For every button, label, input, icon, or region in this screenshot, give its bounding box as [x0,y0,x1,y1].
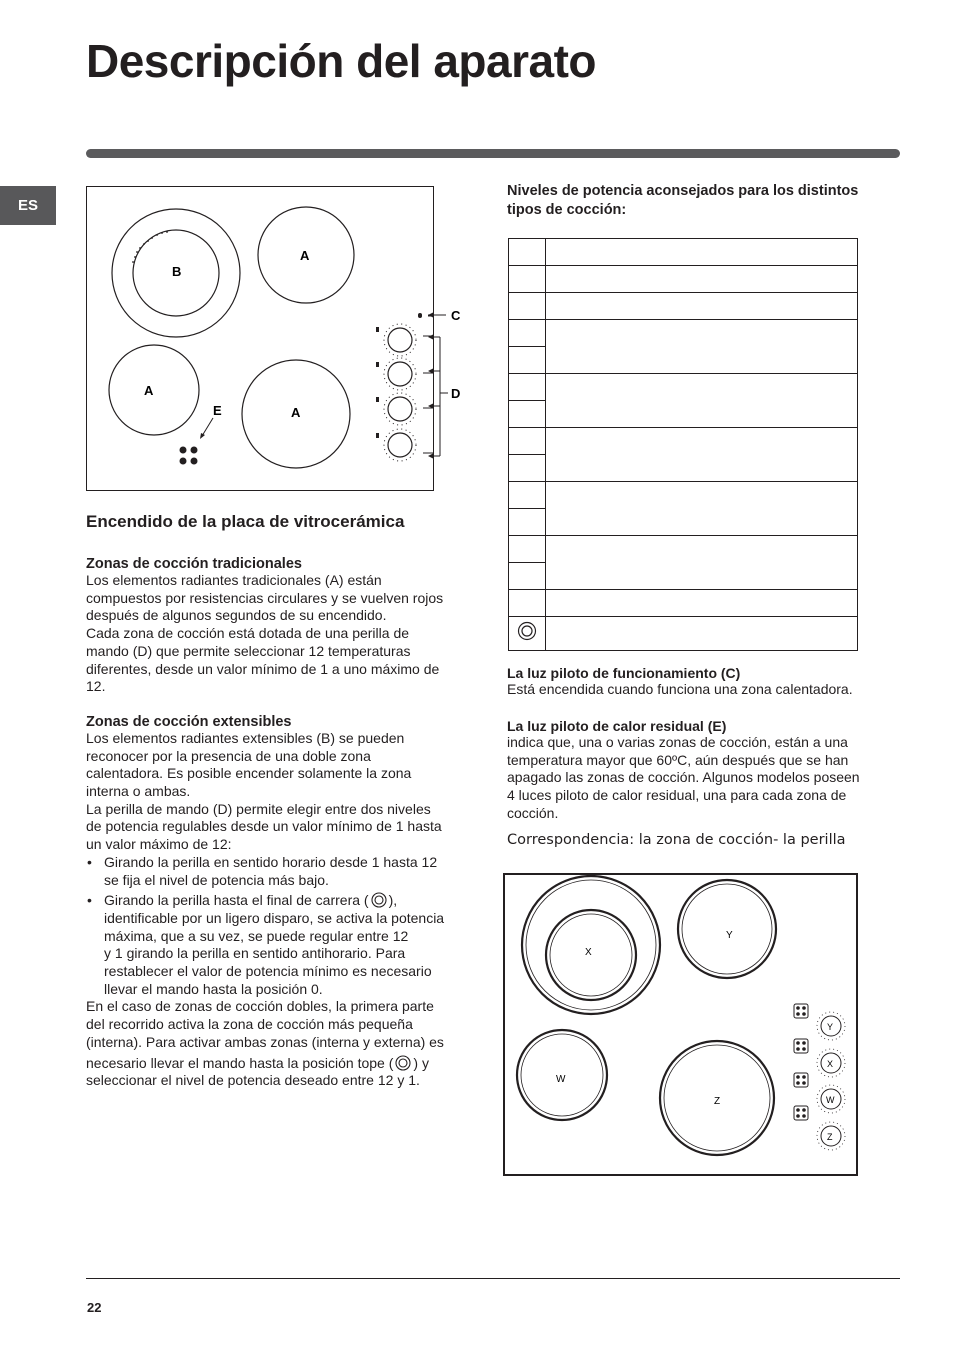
indicator-2 [794,1039,808,1053]
label-w: W [556,1074,566,1085]
label-b: B [172,264,182,279]
text-line: Niveles de potencia aconsejados para los distintos [507,183,859,199]
text-line: Girando la perilla en sentido horario desde 1 hasta 12 [104,853,438,870]
table-row [509,590,858,617]
pilot-c-title: La luz piloto de funcionamiento (C) [507,665,741,681]
text-line: de potencia regulables desde un valor mínimo de 1 hasta [86,818,442,835]
text-line: La perilla de mando (D) permite elegir entre dos niveles [86,800,431,817]
text-line: tipos de cocción: [507,201,627,218]
label-y: Y [726,930,733,941]
text-line: compuestos por resistencias circulares y se vuelven rojos [86,589,444,606]
text-line: apagado las zonas de cocción. Algunos modelos poseen [507,769,860,786]
label-z: Z [714,1096,721,1107]
text-line: Los elementos radiantes extensibles (B) se pueden [86,729,405,746]
knob-label: X [827,1059,834,1069]
label-x: X [585,947,592,958]
zone-a-left [109,345,199,435]
text-line: y 1 girando la perilla en sentido antihorario. Para [104,945,406,962]
bullet-item [86,854,466,889]
double-ring-icon [393,1055,413,1071]
label-a-right: A [291,405,301,420]
page-number: 22 [87,1300,102,1315]
text-line: temperatura mayor que 60ºC, aún después que se han [507,751,849,768]
double-ring-icon [516,620,538,642]
knob-3 [388,397,412,421]
label-d: D [451,386,461,401]
text-line: después de algunos segundos de su encendido. [86,607,387,624]
text-line: Cada zona de cocción está dotada de una perilla de [86,625,410,642]
text-line: Girando la perilla hasta el final de carrera ( ), [104,892,398,909]
zone-knob-svg [505,875,856,1174]
left-column [86,512,466,1090]
table-row [509,374,858,401]
table-row [509,536,858,563]
text-line: necesario llevar el mando hasta la posición tope ( ) y [86,1054,429,1071]
page-title: Descripción del aparato [86,35,596,87]
text-line: 12. [86,678,106,695]
knobs [817,1012,845,1150]
table-row [509,428,858,455]
table-row [509,266,858,293]
text-line: calentadora. Es posible encender solamente la zona [86,765,412,782]
knob-label: W [826,1095,835,1105]
label-c-wrap [416,308,466,327]
bullet-item [86,892,466,998]
hob-diagram-svg [87,187,433,490]
section-heading: Encendido de la placa de vitrocerámica [86,512,405,531]
text-line: mando (D) que permite seleccionar 12 temperaturas [86,642,411,659]
text-line: (interna). Para activar ambas zonas (interna y externa) es [86,1033,444,1050]
double-ring-icon [369,892,389,908]
text-line: un valor máximo de 12: [86,836,232,853]
text-line: cocción. [507,804,559,821]
bullet-symbol: • [87,892,92,909]
label-e: E [213,403,222,418]
zone-knob-diagram [503,873,858,1176]
text-line: restablecer el valor de potencia mínimo es necesario [104,963,432,980]
text-line: interna o ambas. [86,783,191,800]
bullet-symbol: • [87,853,92,870]
indicator-1 [794,1004,808,1018]
indicator-3 [794,1073,808,1087]
text-line: llevar el mando hasta la posición 0. [104,980,323,997]
residual-heat-indicators [794,1004,808,1120]
text-line: seleccionar el nivel de potencia deseado entre 12 y 1. [86,1072,420,1089]
footer-divider [86,1278,900,1279]
indicator-4 [794,1106,808,1120]
pilot-e-section [507,718,887,823]
label-a-left: A [144,383,154,398]
text-line: reconocer por la presencia de una doble zona [86,747,371,764]
text-line: Los elementos radiantes tradicionales (A) están [86,572,382,588]
extensible-zones-text [86,730,466,1090]
text-line: 4 luces piloto de calor residual, una para cada zona de [507,787,847,804]
power-level-table [508,238,858,651]
hob-diagram [86,186,434,491]
title-divider [86,149,900,158]
table-heading [507,182,887,219]
knob-1 [388,328,412,352]
knob-label: Y [827,1022,834,1032]
knob-2 [388,362,412,386]
table-row [509,239,858,266]
label-a-top: A [300,248,310,263]
text-line: identificable por un ligero disparo, se activa la potencia [104,909,445,926]
knob-label: Z [827,1132,833,1142]
pilot-c-text: Está encendida cuando funciona una zona calentadora. [507,681,853,697]
correspondence-title: Correspondencia: la zona de cocción- la perilla [507,832,846,848]
control-knobs [384,324,416,461]
table-row [509,482,858,509]
text-line: se fija el nivel de potencia más bajo. [104,871,329,888]
label-d-wrap [426,333,466,468]
text-line: En el caso de zonas de cocción dobles, la primera parte [86,998,434,1015]
language-tab: ES [0,186,56,225]
traditional-zones-text [86,572,466,696]
label-c: C [451,308,461,323]
text-line: máxima, que a su vez, se puede regular entre 12 [104,927,409,944]
residual-heat-icon [180,447,198,465]
table-row [509,617,858,651]
text-line: del recorrido activa la zona de cocción más pequeña [86,1016,413,1033]
text-line: diferentes, desde un valor mínimo de 1 a uno máximo de [86,660,440,677]
zone-y [678,880,776,978]
traditional-zones-title: Zonas de cocción tradicionales [86,556,302,572]
zone-x-outer [522,876,660,1014]
pilot-e-title: La luz piloto de calor residual (E) [507,718,727,734]
extensible-zones-title: Zonas de cocción extensibles [86,713,292,730]
arrow-e [202,418,213,436]
text-line: indica que, una o varias zonas de cocción, están a una [507,734,848,750]
zone-b-ticks [132,231,168,263]
knob-4 [388,433,412,457]
pilot-c-section [507,665,887,699]
table-row [509,320,858,347]
table-row [509,293,858,320]
